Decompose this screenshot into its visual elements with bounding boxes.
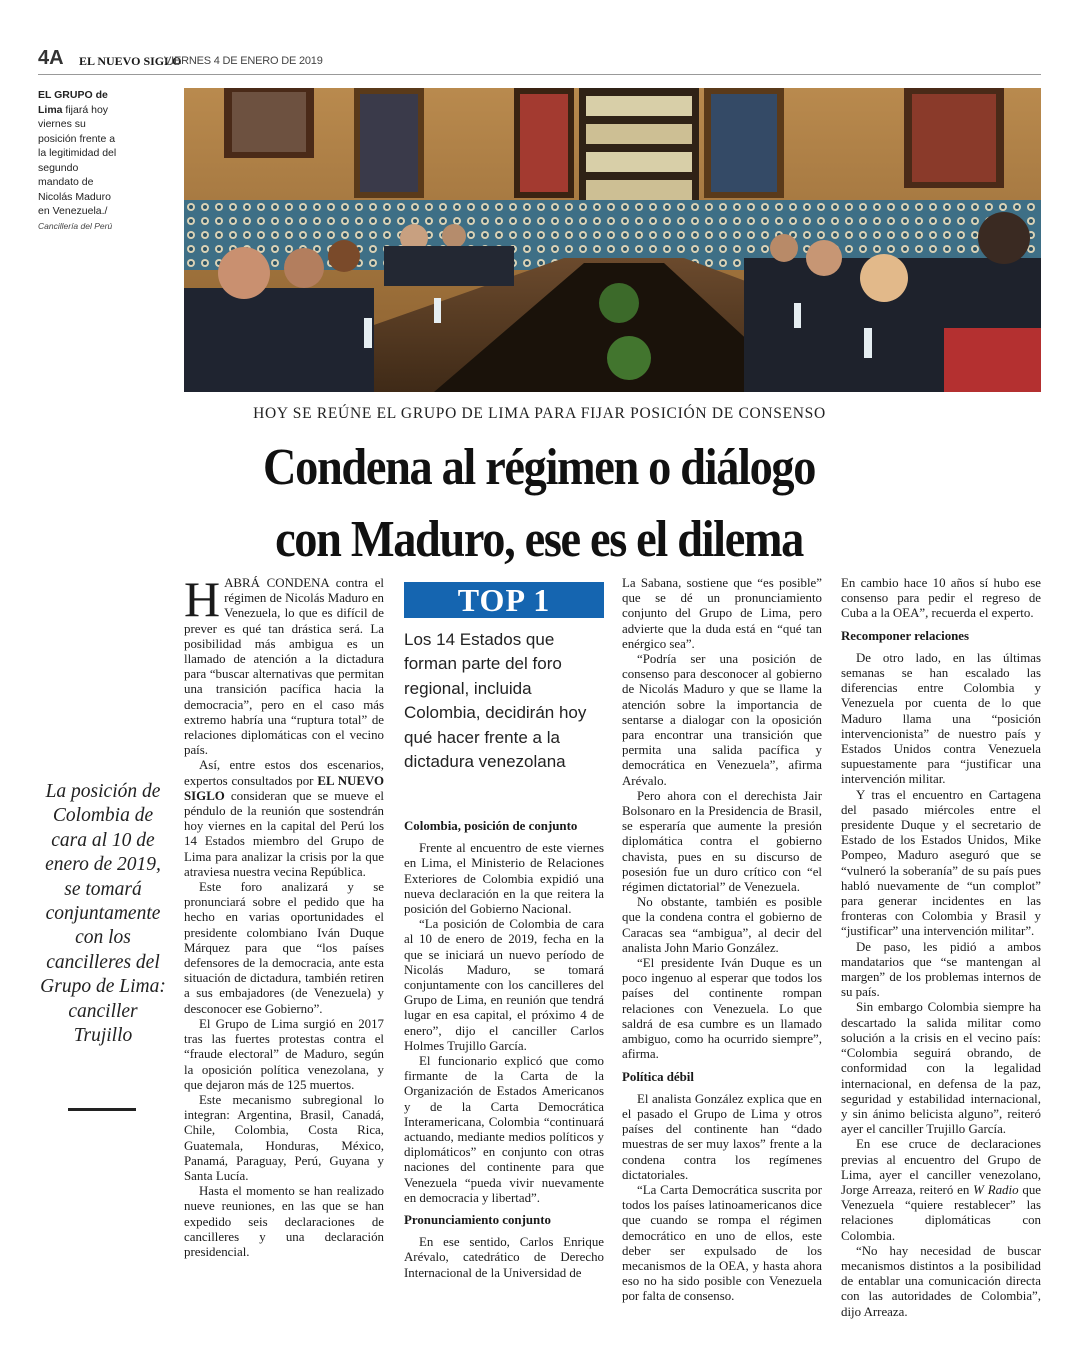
newspaper-mention: EL NUEVO SIGLO xyxy=(184,773,384,803)
headline-line-2: con Maduro, ese es el dilema xyxy=(275,511,804,568)
caption-lead: EL GRUPO de Lima xyxy=(38,89,108,116)
paragraph: Sin embargo Colombia siempre ha descartado la salida militar como solución a la crisis en el vecino país: “Colombia seguirá obrando, de conformidad con la legalidad internacional, en defensa de la paz, seguridad y estabilidad internacional, y sin ánimo belicista alguno”, reiteró ayer el canciller Trujillo García. xyxy=(841,1000,1041,1137)
newspaper-name: EL NUEVO SIGLO xyxy=(79,54,182,68)
lead-paragraph xyxy=(184,571,384,758)
meeting-photo xyxy=(184,88,1041,392)
paragraph: El analista González explica que en el pasado el Grupo de Lima y otros países del continente han “dado muestras de ser muy laxos” frente a la condena contra los regímenes dictatoriales. xyxy=(622,1091,822,1182)
paragraph: “Podría ser una posición de consenso para desconocer al gobierno de Nicolás Maduro y que se llame la atención sobre la importancia de sentarse a dialogar con la oposición para encontrar una transición que permita una salida pacífica y democrática en Venezuela”, afirma Arévalo. xyxy=(622,652,822,788)
paragraph: El funcionario explicó que como firmante de la Carta de la Organización de Estados Americanos y de la Carta Democrática Interamericana, Colombia “continuará actuando, mediante medios políticos y diplomáticos” en conjunto con otras naciones del continente para que Venezuela “pueda vivir nuevamente en democracia y libertad”. xyxy=(404,1054,604,1205)
article-column-1 xyxy=(184,571,384,1260)
photo-credit: Cancillería del Perú xyxy=(38,220,113,231)
paragraph: “La Carta Democrática suscrita por todos los países latinoamericanos dice que cuando se rompa el régimen democrático en uno de ellos, este deber ser expulsado de los mecanismos de la OEA, y hasta ahora eso no ha sido posible con Venezuela por falta de consenso. xyxy=(622,1182,822,1304)
article-kicker: HOY SE REÚNE EL GRUPO DE LIMA PARA FIJAR POSICIÓN DE CONSENSO xyxy=(253,405,826,422)
paragraph: “No hay necesidad de buscar mecanismos distintos a la posibilidad de entablar una comunicación directa con las autoridades de Colombia”, dijo Arreaza. xyxy=(841,1243,1041,1319)
headline-line-1: Condena al régimen o diálogo xyxy=(263,439,816,496)
paragraph: Pero ahora con el derechista Jair Bolsonaro en la Presidencia de Brasil, se esperaría que aumente la presión diplomática contra el gobierno chavista, pues en su discurso de posesión fue un duro crítico con “el régimen dictatorial” de Venezuela. xyxy=(622,788,822,895)
paragraph: Este foro analizará y se pronunciará sobre el pedido que ha hecho en varias oportunidades el presidente colombiano Iván Duque Márquez para que “los países defensores de la democracia, ante esta situación de dictadura, también retiren a sus embajadores (de Venezuela) y desconocer ese Gobierno”. xyxy=(184,880,384,1016)
article-column-4 xyxy=(841,576,1041,1320)
page-number: 4A xyxy=(38,47,64,69)
paragraph: De otro lado, en las últimas semanas se han escalado las diferencias entre Colombia y Venezuela por cuenta de lo que Maduro llama una “posición intervencionista” de nuestro país y Estados Unidos contra Venezuela supuestamente para “justificar una intervención militar. xyxy=(841,650,1041,787)
paragraph: “El presidente Iván Duque es un poco ingenuo al esperar que todos los países del continente rompan relaciones con Venezuela. Lo que saldrá de esa cumbre es un llamado ambiguo, como ha ocurrido siempre”, afirma. xyxy=(622,956,822,1062)
paragraph: Y tras el encuentro en Cartagena del pasado miércoles entre el presidente Duque y el secretario de Estado de los Estados Unidos, Mike Pompeo, Maduro aseguró que se “vulneró la soberanía” de su país pues habló nuevamente de “un complot” para generar incidentes en las fronteras con Colombia y Brasil y “justificar” una intervención militar”. xyxy=(841,787,1041,939)
paragraph: De paso, les pidió a ambos mandatarios que “se mantengan al margen” de los problemas internos de su país. xyxy=(841,939,1041,1000)
paragraph: El Grupo de Lima surgió en 2017 tras las fuertes protestas contra el “fraude electoral” de Maduro, según la oposición política venezolana, y que dejaron más de 125 muertos. xyxy=(184,1016,384,1092)
paragraph-text: Así, entre estos dos escenarios, expertos consultados por xyxy=(184,758,384,788)
paragraph-text: En ese cruce de declaraciones previas al encuentro del Grupo de Lima, ayer el canciller venezolano, Jorge Arreaza, reiteró en xyxy=(841,1137,1041,1197)
subheading: Política débil xyxy=(622,1069,694,1084)
pull-quote-rule xyxy=(68,1108,136,1111)
issue-date: VIERNES 4 DE ENERO DE 2019 xyxy=(164,55,323,67)
top-1-badge: TOP 1 xyxy=(404,582,604,618)
paragraph xyxy=(841,1137,1041,1243)
paragraph-text: consideran que se mueve el péndulo de la reunión que sostendrán hoy viernes en la capital del Perú los 14 Estados miembro del Grupo de Lima para analizar la crisis por la que atraviesa nuestra vecina República. xyxy=(184,788,384,879)
radio-station-name: W Radio xyxy=(973,1182,1019,1197)
article-column-2 xyxy=(404,812,604,1281)
article-column-3 xyxy=(622,576,822,1305)
header-rule xyxy=(38,74,1041,75)
lead-caps: ABRÁ CONDENA xyxy=(224,576,329,590)
headline xyxy=(0,432,1078,576)
paragraph: En cambio hace 10 años sí hubo ese consenso para pedir el regreso de Cuba a la OEA”, recuerda el experto. xyxy=(841,576,1041,621)
paragraph: La Sabana, sostiene que “es posible” que se dé un pronunciamiento conjunto del Grupo de Lima, pero advierte que la duda está en “qué tan enérgico sea”. xyxy=(622,576,822,651)
drop-cap: H xyxy=(184,571,221,627)
paragraph: contra el régimen de Nicolás Maduro en Venezuela, lo que es difícil de prever es qué tan drástica será. La posibilidad más ambigua es un llamado de atención a la dictadura para “buscar alternativas que permitan una transición pacífica hacia la democracia”, pero en el caso más extremo habría una “ruptura total” de relaciones diplomáticas con el vecino país. xyxy=(184,576,384,758)
paragraph: En ese sentido, Carlos Enrique Arévalo, catedrático de Derecho Internacional de la Universidad de xyxy=(404,1235,604,1280)
caption-text: fijará hoy viernes su posición frente a la legitimidad del segundo mandato de Nicolás Maduro en Venezuela./ xyxy=(38,103,117,217)
pull-quote: La posición de Colombia de cara al 10 de enero de 2019, se tomará conjuntamente con los cancilleres del Grupo de Lima: canciller Trujillo xyxy=(40,781,166,1047)
photo-caption xyxy=(38,88,118,233)
paragraph: Frente al encuentro de este viernes en Lima, el Ministerio de Relaciones Exteriores de Colombia expidió una nueva declaración en la que reitera la posición del Gobierno Nacional. xyxy=(404,841,604,917)
paragraph: “La posición de Colombia de cara al 10 de enero de 2019, fecha en la que se iniciará un nuevo período de Nicolás Maduro, se tomará conjuntamente con los cancilleres del Grupo de Lima, en reunión que tendrá lugar en esa capital, el próximo 4 de enero”, dijo el canciller Carlos Holmes Trujillo García. xyxy=(404,917,604,1053)
paragraph-text: que Venezuela “quiere restablecer” las relaciones diplomáticas con Colombia. xyxy=(841,1182,1041,1243)
subheading: Pronunciamiento conjunto xyxy=(404,1213,551,1228)
top-1-summary: Los 14 Estados que forman parte del foro regional, incluida Colombia, decidirán hoy qué hacer frente a la dictadura venezolana xyxy=(404,630,587,772)
paragraph: Hasta el momento se han realizado nueve reuniones, en las que se han expedido seis declaraciones de cancilleres y una declaración presidencial. xyxy=(184,1184,384,1259)
subheading: Recomponer relaciones xyxy=(841,628,970,643)
paragraph: Este mecanismo subregional lo integran: Argentina, Brasil, Canadá, Chile, Colombia, Costa Rica, Guatemala, Honduras, México, Panamá, Paraguay, Perú, Guyana y Santa Lucía. xyxy=(184,1092,384,1183)
paragraph: No obstante, también es posible que la condena contra el gobierno de Caracas sea “ambigua”, al decir del analista John Mario González. xyxy=(622,895,822,955)
paragraph xyxy=(184,758,384,880)
subheading: Colombia, posición de conjunto xyxy=(404,819,578,833)
